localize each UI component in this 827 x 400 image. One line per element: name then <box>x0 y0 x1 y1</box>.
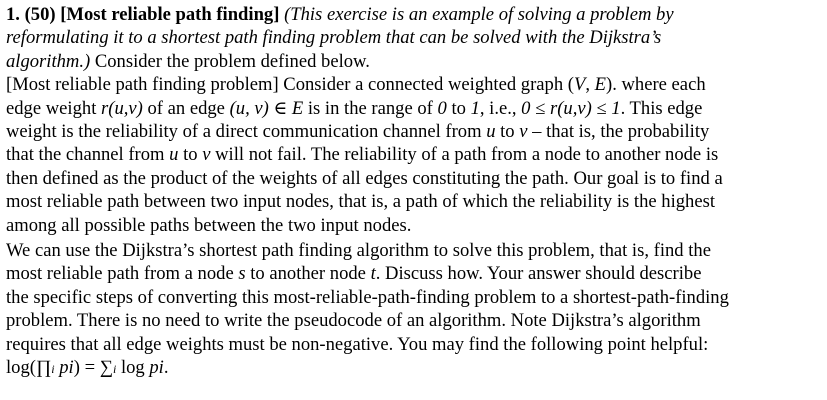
math-v: v <box>202 144 211 166</box>
math-V: V <box>573 74 586 96</box>
problem-heading-paragraph <box>6 3 821 73</box>
definition-line-5: then defined as the product of the weights of all edges constituting the path. Our goal is to find a <box>6 167 723 189</box>
math-zero: 0 <box>437 97 447 119</box>
formula-index-i: i <box>112 362 117 377</box>
math-element-of: ∈ <box>268 97 292 119</box>
math-E: E <box>594 74 606 96</box>
formula-log-product: log(∏ <box>6 357 52 379</box>
definition-text: – that is, the probability <box>527 121 710 143</box>
math-v: v <box>519 121 528 143</box>
math-edge-uv: (u, v) <box>229 97 269 119</box>
math-u: u <box>169 144 179 166</box>
task-text: most reliable path from a node <box>6 263 239 285</box>
definition-paragraph <box>6 73 821 237</box>
formula-equals-sum: ) = ∑ <box>73 357 113 379</box>
definition-text: that the channel from <box>6 144 170 166</box>
definition-text: , <box>585 74 595 96</box>
definition-text: is in the range of <box>303 97 438 119</box>
formula-index-i: i <box>51 362 55 377</box>
task-text: to another node <box>245 263 371 285</box>
task-line-3: the specific steps of converting this most-reliable-path-finding problem to a shortest-path-finding <box>6 286 729 308</box>
heading-line-3 <box>6 50 821 73</box>
definition-line-6: most reliable path between two input nodes, that is, a path of which the reliability is the highest <box>6 191 715 213</box>
definition-line-2 <box>6 97 821 120</box>
task-paragraph <box>6 239 821 381</box>
definition-text: [Most reliable path finding problem] Consider a connected weighted graph ( <box>6 74 574 96</box>
definition-line-3 <box>6 120 821 143</box>
definition-text: to <box>495 121 520 143</box>
math-r-uv: r(u,v) <box>101 97 143 119</box>
heading-line-1 <box>6 3 821 26</box>
definition-text: ). where each <box>606 74 706 96</box>
definition-line-7: among all possible paths between the two input nodes. <box>6 214 412 236</box>
definition-line-4 <box>6 143 821 166</box>
definition-text: weight is the reliability of a direct communication channel from <box>6 121 487 143</box>
definition-text: . This edge <box>620 97 703 119</box>
formula-p-i: pi <box>149 357 164 379</box>
definition-text: to <box>446 97 471 119</box>
intro-after: Consider the problem defined below. <box>90 50 370 72</box>
problem-document <box>6 3 821 382</box>
task-text: . Discuss how. Your answer should describe <box>375 263 702 285</box>
problem-number-title: 1. (50) [Most reliable path finding] <box>6 4 280 25</box>
formula-log: log <box>116 357 150 379</box>
definition-text: to <box>178 144 203 166</box>
definition-text: will not fail. The reliability of a path from a node to another node is <box>210 144 719 166</box>
definition-line-1 <box>6 73 821 96</box>
definition-text: edge weight <box>6 97 102 119</box>
math-t: t <box>370 263 376 285</box>
math-one: 1 <box>470 97 480 119</box>
task-line-6-formula <box>6 356 821 381</box>
math-E: E <box>291 97 304 119</box>
task-line-5: requires that all edge weights must be non-negative. You may find the following point helpful: <box>6 333 709 355</box>
definition-text: , i.e., <box>479 97 522 119</box>
math-inequality: 0 ≤ r(u,v) ≤ 1 <box>521 97 621 119</box>
definition-text: of an edge <box>142 97 230 119</box>
formula-p-i: pi <box>54 357 74 379</box>
intro-italic-3: algorithm.) <box>6 50 91 72</box>
math-u: u <box>486 121 496 143</box>
task-line-4: problem. There is no need to write the pseudocode of an algorithm. Note Dijkstra’s algorithm <box>6 310 701 332</box>
task-line-1: We can use the Dijkstra’s shortest path finding algorithm to solve this problem, that is, find the <box>6 240 711 262</box>
math-s: s <box>238 263 246 285</box>
heading-line-2 <box>6 26 821 49</box>
formula-period: . <box>163 357 169 379</box>
intro-italic-1: (This exercise is an example of solving a problem by <box>284 4 674 25</box>
intro-italic-2: reformulating it to a shortest path finding problem that can be solved with the Dijkstra’s <box>6 27 662 49</box>
task-line-2 <box>6 262 821 285</box>
